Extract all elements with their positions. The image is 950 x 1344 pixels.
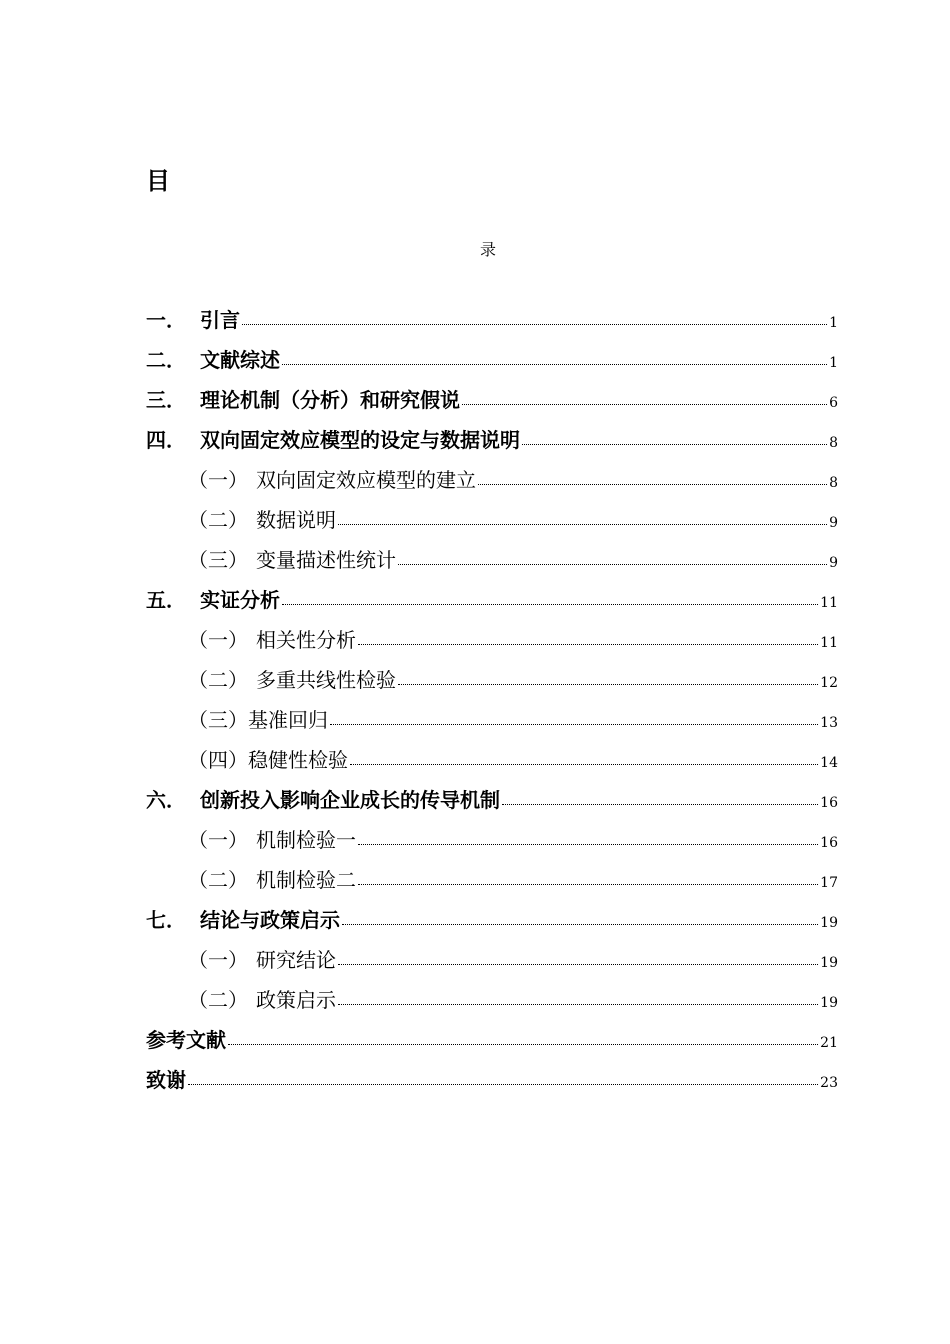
- toc-entry-page-number: 6: [829, 395, 838, 411]
- dot-leader: [462, 403, 827, 405]
- toc-entry[interactable]: [146, 980, 838, 1020]
- toc-entry-title: 政策启示: [256, 988, 336, 1012]
- dot-leader: [358, 643, 818, 645]
- toc-entry-number: （二）: [188, 868, 248, 892]
- toc-entry-title: 致谢: [146, 1068, 186, 1092]
- toc-entry-page-number: 1: [829, 355, 838, 371]
- toc-entry-title: 双向固定效应模型的建立: [256, 468, 476, 492]
- toc-entry[interactable]: [146, 1020, 838, 1060]
- toc-entry-number: （一）: [188, 468, 248, 492]
- toc-entry-page-number: 21: [820, 1035, 838, 1051]
- toc-entry-number: （二）: [188, 988, 248, 1012]
- toc-entry-page-number: 16: [820, 835, 838, 851]
- toc-entry[interactable]: [146, 820, 838, 860]
- toc-entry-page-number: 16: [820, 795, 838, 811]
- toc-entry-title: 研究结论: [256, 948, 336, 972]
- toc-entry-title: 结论与政策启示: [200, 908, 340, 932]
- toc-entry-page-number: 19: [820, 915, 838, 931]
- toc-entry[interactable]: [146, 660, 838, 700]
- dot-leader: [342, 923, 818, 925]
- dot-leader: [358, 843, 818, 845]
- toc-entry-title: 机制检验一: [256, 828, 356, 852]
- toc-entry-title: 基准回归: [248, 708, 328, 732]
- toc-entry[interactable]: [146, 540, 838, 580]
- toc-entry[interactable]: [146, 340, 838, 380]
- toc-entry-title: 机制检验二: [256, 868, 356, 892]
- dot-leader: [398, 683, 818, 685]
- toc-entry[interactable]: [146, 380, 838, 420]
- toc-entry[interactable]: [146, 580, 838, 620]
- dot-leader: [358, 883, 818, 885]
- dot-leader: [350, 763, 818, 765]
- toc-entry-title: 理论机制（分析）和研究假说: [200, 388, 460, 412]
- toc-entry-title: 实证分析: [200, 588, 280, 612]
- toc-entry-title: 参考文献: [146, 1028, 226, 1052]
- toc-title-char-1: 目: [146, 167, 170, 195]
- dot-leader: [522, 443, 827, 445]
- toc-entry-title: 多重共线性检验: [256, 668, 396, 692]
- toc-entry-page-number: 11: [820, 635, 838, 651]
- toc-entry-number: 二．: [146, 348, 186, 372]
- dot-leader: [338, 963, 818, 965]
- toc-entry[interactable]: [146, 700, 838, 740]
- dot-leader: [282, 603, 818, 605]
- dot-leader: [338, 523, 827, 525]
- toc-entry[interactable]: [146, 1060, 838, 1100]
- toc-entry-number: 一．: [146, 308, 186, 332]
- toc-entry-page-number: 11: [820, 595, 838, 611]
- toc-entry-number: （四）: [188, 748, 248, 772]
- toc-entry-title: 双向固定效应模型的设定与数据说明: [200, 428, 520, 452]
- toc-entry-title: 稳健性检验: [248, 748, 348, 772]
- toc-entry-number: 四．: [146, 428, 186, 452]
- dot-leader: [398, 563, 827, 565]
- toc-entry[interactable]: [146, 740, 838, 780]
- toc-title-char-2: 录: [480, 240, 497, 259]
- toc-entry-number: 五．: [146, 588, 186, 612]
- dot-leader: [228, 1043, 818, 1045]
- toc-entry-number: 六．: [146, 788, 186, 812]
- toc-entry-number: （一）: [188, 628, 248, 652]
- dot-leader: [338, 1003, 818, 1005]
- toc-entry[interactable]: [146, 500, 838, 540]
- dot-leader: [478, 483, 827, 485]
- toc-entry-number: （一）: [188, 828, 248, 852]
- toc-entry-number: 三．: [146, 388, 186, 412]
- toc-entry-title: 数据说明: [256, 508, 336, 532]
- toc-entry-page-number: 12: [820, 675, 838, 691]
- toc-entry-number: （三）: [188, 548, 248, 572]
- toc-entry-page-number: 13: [820, 715, 838, 731]
- toc-entry-title: 引言: [200, 308, 240, 332]
- toc-entry-number: （二）: [188, 508, 248, 532]
- toc-entry-title: 文献综述: [200, 348, 280, 372]
- toc-entry[interactable]: [146, 900, 838, 940]
- toc-entry-page-number: 19: [820, 955, 838, 971]
- table-of-contents: [146, 300, 838, 1100]
- toc-entry-number: 七．: [146, 908, 186, 932]
- toc-entry[interactable]: [146, 780, 838, 820]
- toc-entry[interactable]: [146, 860, 838, 900]
- toc-entry-title: 变量描述性统计: [256, 548, 396, 572]
- toc-entry-page-number: 9: [829, 515, 838, 531]
- dot-leader: [188, 1083, 818, 1085]
- toc-entry-page-number: 8: [829, 475, 838, 491]
- toc-entry[interactable]: [146, 420, 838, 460]
- toc-entry-number: （三）: [188, 708, 248, 732]
- toc-entry-title: 创新投入影响企业成长的传导机制: [200, 788, 500, 812]
- toc-entry-number: （一）: [188, 948, 248, 972]
- toc-entry[interactable]: [146, 300, 838, 340]
- toc-entry-page-number: 23: [820, 1075, 838, 1091]
- toc-entry-page-number: 8: [829, 435, 838, 451]
- toc-entry-page-number: 19: [820, 995, 838, 1011]
- toc-entry-number: （二）: [188, 668, 248, 692]
- toc-entry-page-number: 17: [820, 875, 838, 891]
- dot-leader: [330, 723, 818, 725]
- toc-entry-page-number: 1: [829, 315, 838, 331]
- toc-entry-page-number: 14: [820, 755, 838, 771]
- dot-leader: [502, 803, 818, 805]
- toc-entry-title: 相关性分析: [256, 628, 356, 652]
- toc-entry[interactable]: [146, 940, 838, 980]
- dot-leader: [242, 323, 827, 325]
- toc-entry[interactable]: [146, 620, 838, 660]
- toc-entry-page-number: 9: [829, 555, 838, 571]
- toc-entry[interactable]: [146, 460, 838, 500]
- dot-leader: [282, 363, 827, 365]
